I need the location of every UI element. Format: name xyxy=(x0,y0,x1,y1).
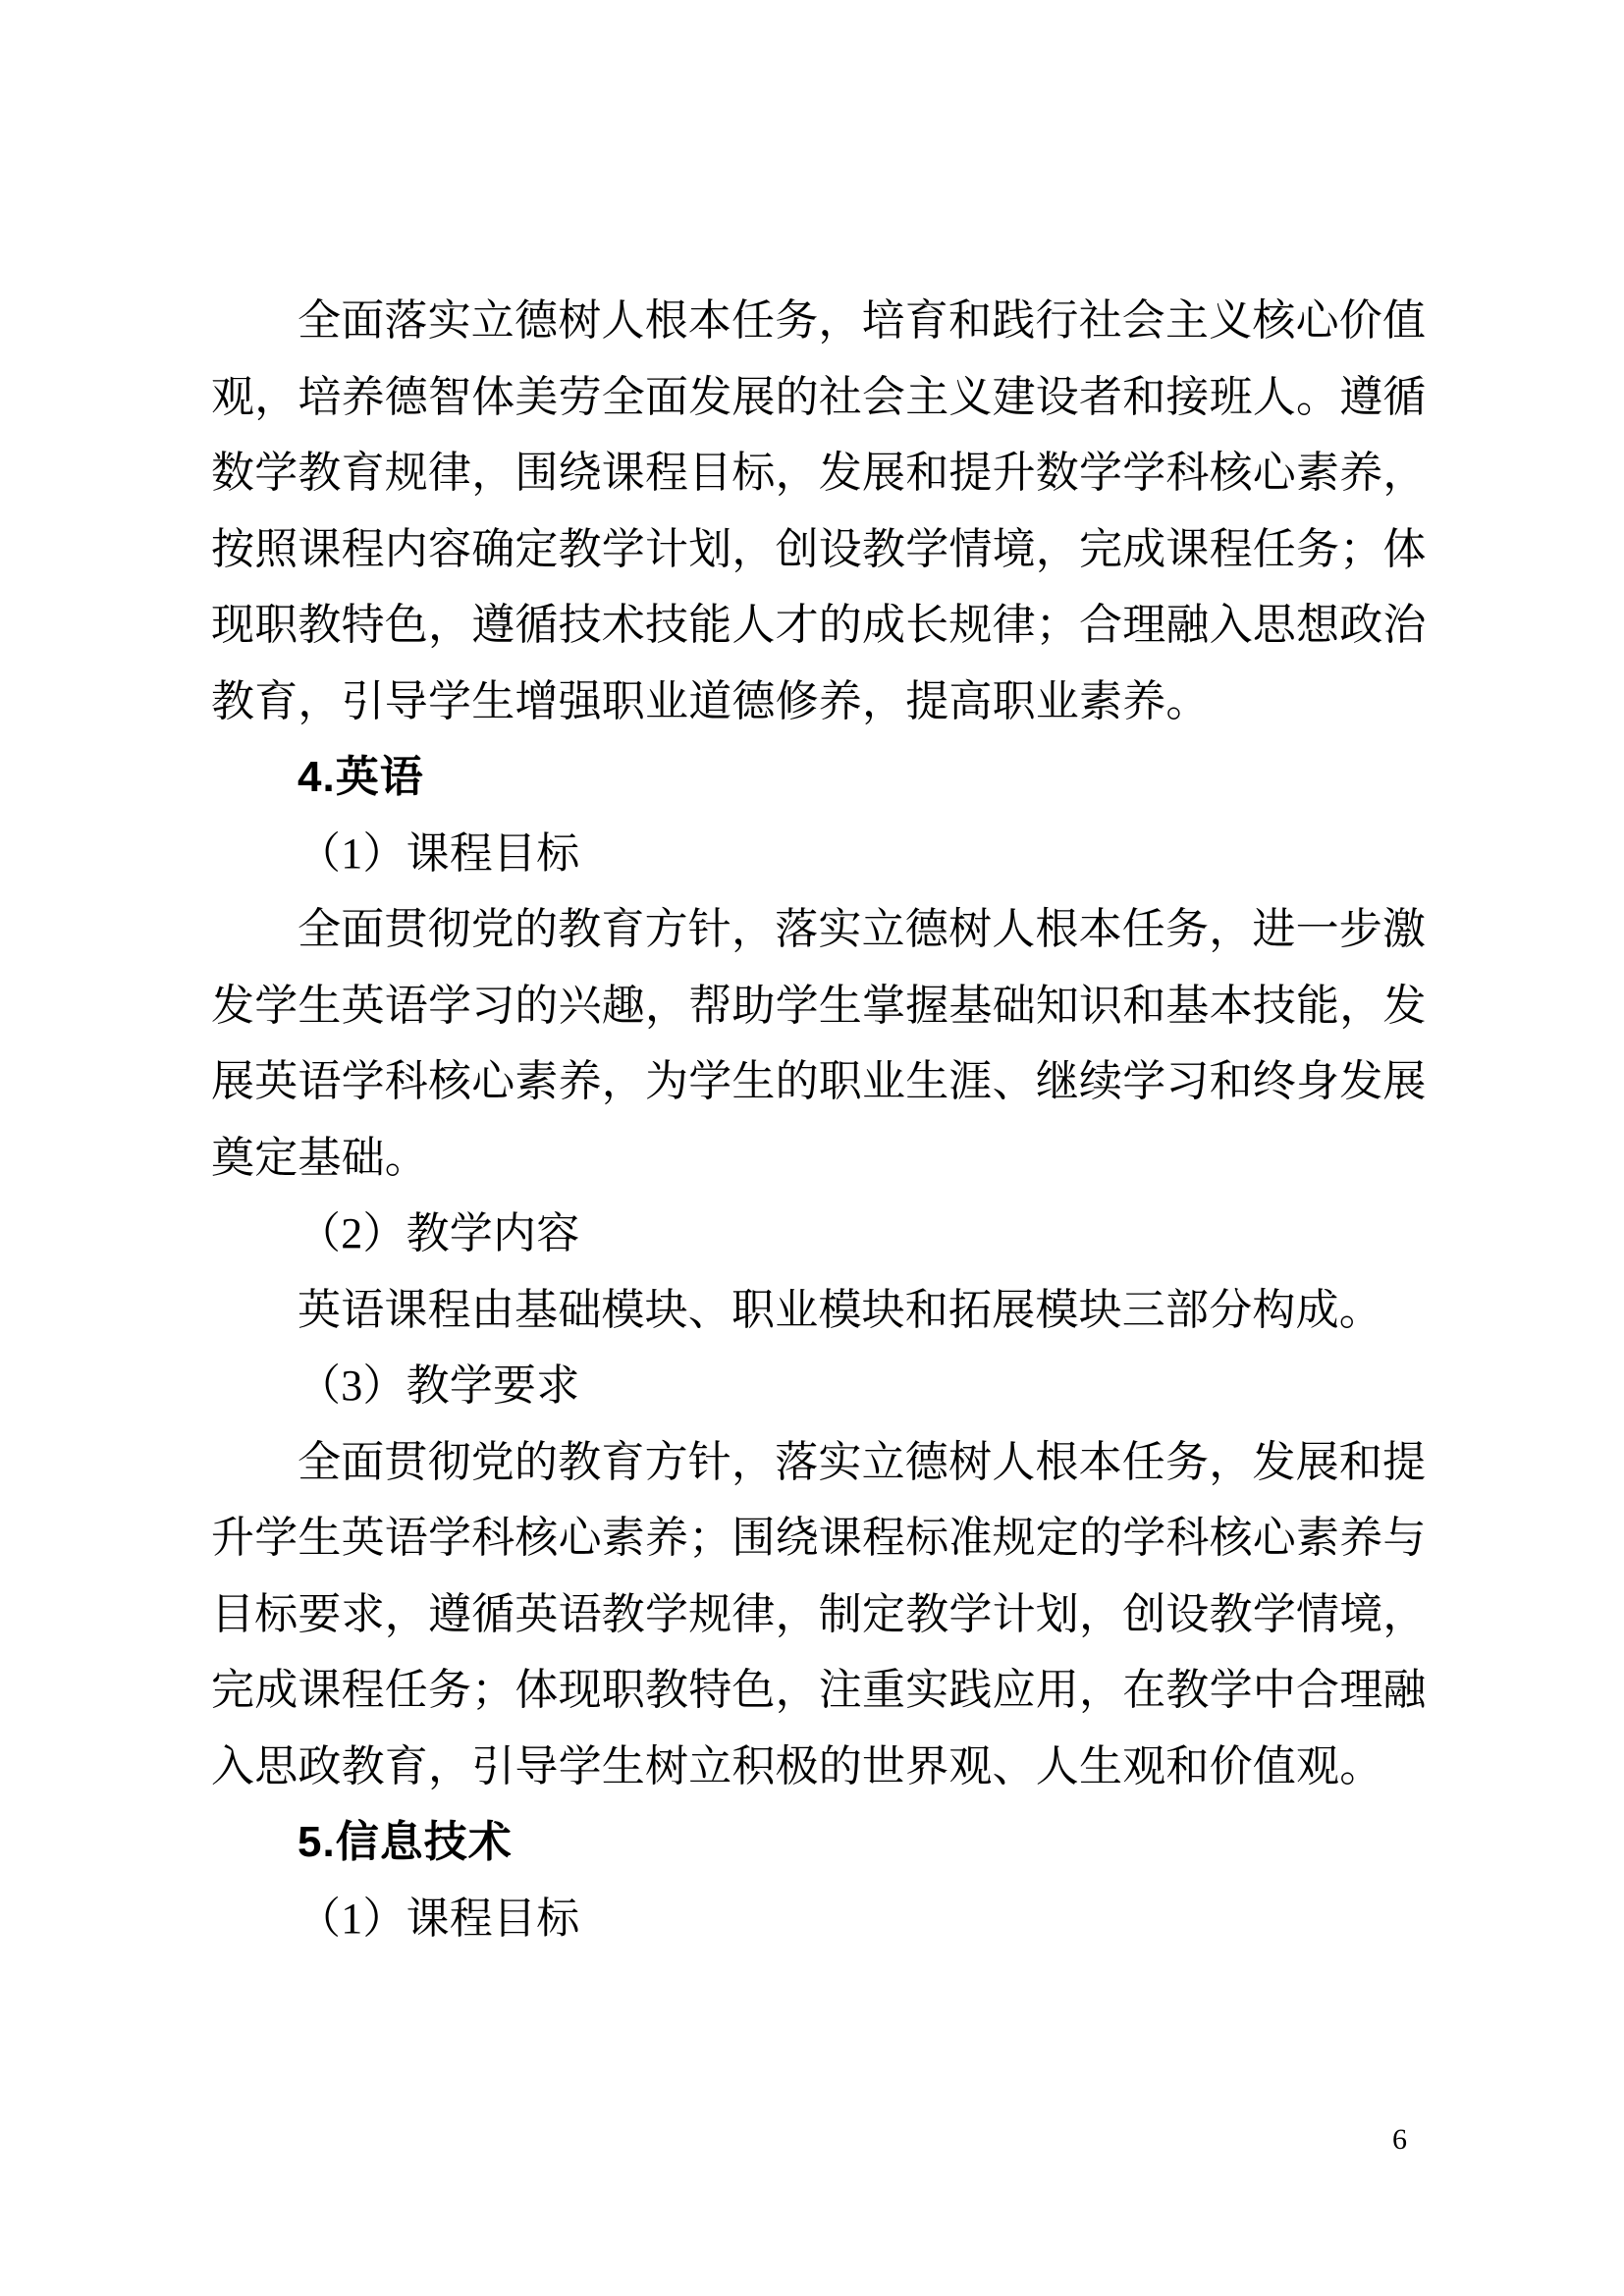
text-line: 观，培养德智体美劳全面发展的社会主义建设者和接班人。遵循 xyxy=(211,372,1427,421)
section-heading: 5.信息技术 xyxy=(298,1818,513,1866)
sub-heading: （2）教学内容 xyxy=(298,1209,580,1257)
text-line: 奠定基础。 xyxy=(211,1133,428,1182)
sub-heading: （1）课程目标 xyxy=(298,1894,580,1943)
text-line: 全面贯彻党的教育方针，落实立德树人根本任务，进一步激 xyxy=(298,905,1427,953)
page-number: 6 xyxy=(1392,2123,1407,2156)
text-line: 英语课程由基础模块、职业模块和拓展模块三部分构成。 xyxy=(298,1285,1382,1334)
text-line: 现职教特色，遵循技术技能人才的成长规律；合理融入思想政治 xyxy=(211,601,1427,649)
text-line: 按照课程内容确定教学计划，创设教学情境，完成课程任务；体 xyxy=(211,524,1427,573)
text-line: 展英语学科核心素养，为学生的职业生涯、继续学习和终身发展 xyxy=(211,1057,1427,1105)
text-line: 教育，引导学生增强职业道德修养，提高职业素养。 xyxy=(211,676,1210,725)
section-heading: 4.英语 xyxy=(298,753,424,801)
text-line: 全面贯彻党的教育方针，落实立德树人根本任务，发展和提 xyxy=(298,1437,1427,1486)
text-line: 全面落实立德树人根本任务，培育和践行社会主义核心价值 xyxy=(298,296,1427,345)
text-line: 入思政教育，引导学生树立积极的世界观、人生观和价值观。 xyxy=(211,1741,1383,1790)
text-line: 目标要求，遵循英语教学规律，制定教学计划，创设教学情境， xyxy=(211,1589,1427,1638)
text-line: 升学生英语学科核心素养；围绕课程标准规定的学科核心素养与 xyxy=(211,1514,1427,1562)
text-line: 完成课程任务；体现职教特色，注重实践应用，在教学中合理融 xyxy=(211,1666,1427,1714)
sub-heading: （1）课程目标 xyxy=(298,828,580,878)
text-line: 发学生英语学习的兴趣，帮助学生掌握基础知识和基本技能，发 xyxy=(211,981,1427,1030)
document-body xyxy=(211,283,1427,1956)
sub-heading: （3）教学要求 xyxy=(298,1362,580,1410)
text-line: 数学教育规律，围绕课程目标，发展和提升数学学科核心素养， xyxy=(211,449,1427,497)
